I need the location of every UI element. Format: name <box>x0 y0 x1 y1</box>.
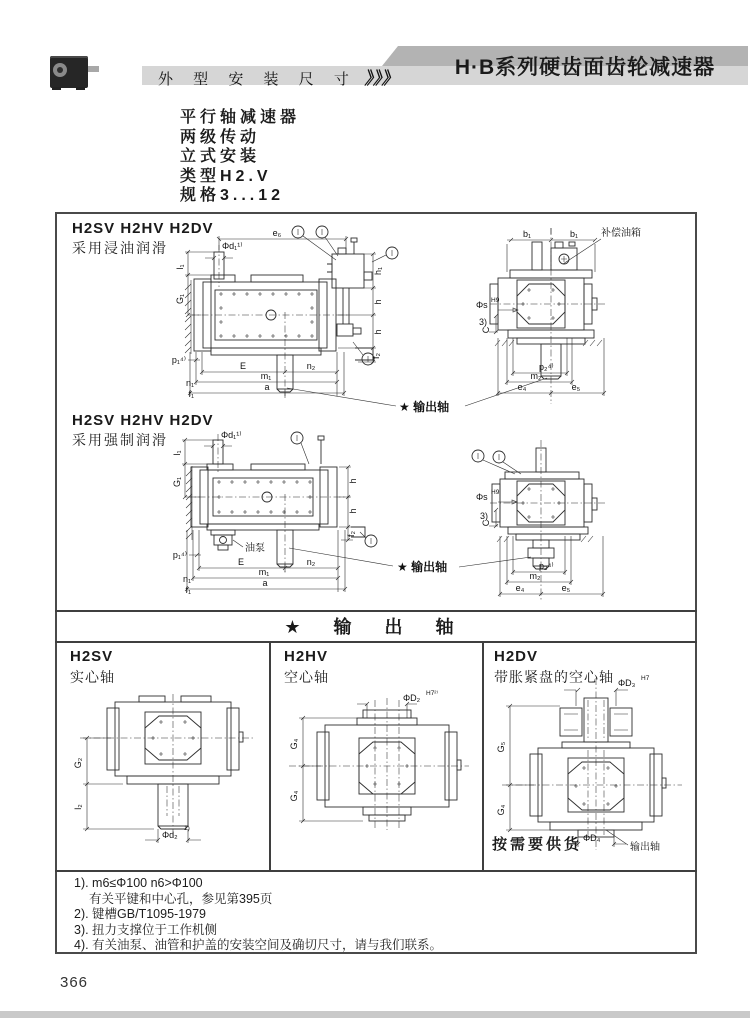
dim-D2-sup: H7²⁾ <box>426 690 439 697</box>
dim-C: C <box>481 326 491 334</box>
g2-front-view <box>472 440 607 602</box>
dim-m1: m₁ <box>260 371 272 381</box>
section-label: 外 型 安 装 尺 寸 <box>158 71 357 88</box>
dim-h1: h₁ <box>373 266 383 276</box>
dim-p2: p₂⁴⁾ <box>539 362 554 372</box>
dim-d2-sup: 1) <box>184 825 190 832</box>
intro-line: 立式安装 <box>180 148 261 165</box>
page-number: 366 <box>60 974 89 991</box>
output-shaft-pointer-label: 输出轴 <box>630 842 660 853</box>
tank-callout: 补偿油箱 <box>601 228 641 239</box>
footnote-line: 4). 有关油泵、油管和护盖的安装空间及确切尺寸，请与我们联系。 <box>74 938 443 952</box>
dim-E: E <box>237 557 245 567</box>
dim-h: h <box>348 478 358 484</box>
dim-d1: Φd₁¹⁾ <box>222 241 243 251</box>
dim-m1: m₁ <box>258 567 270 577</box>
dim-m2: m₂ <box>529 571 541 581</box>
group2-subtitle: 采用强制润滑 <box>72 432 168 448</box>
drawing-h2hv <box>269 690 482 870</box>
footnote-line: 1). m6≤Φ100 n6>Φ100 <box>74 876 203 890</box>
gearbox-photo-foot <box>76 87 85 90</box>
column-name: 带胀紧盘的空心轴 <box>494 669 614 685</box>
dim-l1: l₁ <box>175 264 185 270</box>
chevrons-icon: 》》》 <box>363 69 402 88</box>
footnote-line: 有关平键和中心孔，参见第395页 <box>89 891 273 906</box>
group2-title: H2SV H2HV H2DV <box>72 412 214 429</box>
dim-note3: 3) <box>479 317 488 327</box>
dim-b1: b₁ <box>569 229 579 239</box>
g1-side-view <box>172 226 398 399</box>
dim-D2: ΦD₂ <box>403 693 421 703</box>
dim-G5: G₅ <box>496 741 506 753</box>
column-header-h2sv <box>70 648 115 687</box>
dim-n1: n₁ <box>182 574 191 584</box>
dim-l2: l₂ <box>73 804 83 810</box>
dim-e5: e₅ <box>571 382 581 392</box>
column-code: H2DV <box>494 648 539 665</box>
dim-n2: n₂ <box>306 557 316 567</box>
dim-C: C <box>481 519 491 527</box>
drawing-group2 <box>55 410 696 610</box>
dim-m2: m₂ <box>530 371 542 381</box>
column-name: 空心轴 <box>284 669 329 685</box>
gearbox-photo-boss-center <box>57 67 63 73</box>
dim-f1: f₁ <box>188 389 194 399</box>
group1-title: H2SV H2HV H2DV <box>72 220 214 237</box>
dim-p1: p₁⁴⁾ <box>172 550 187 560</box>
intro-line: 规格3...12 <box>180 187 285 204</box>
dim-b1: b₁ <box>522 229 532 239</box>
dim-a: a <box>264 382 270 392</box>
column-name: 实心轴 <box>70 669 115 685</box>
footnote-rule <box>55 870 697 872</box>
dim-D4: ΦD₄ <box>583 833 601 843</box>
dim-D3: ΦD₃ <box>618 678 636 688</box>
dim-G1: G₁ <box>172 476 182 488</box>
dim-f2: f₂ <box>371 353 381 359</box>
drawing-group1 <box>55 212 696 417</box>
dim-n1: n₁ <box>185 378 194 388</box>
pump-label: 油泵 <box>245 543 265 554</box>
footnote-line: 3). 扭力支撑位于工作机侧 <box>74 922 218 937</box>
dim-f2: f₂ <box>346 531 356 537</box>
gearbox-photo-shaft <box>88 66 99 72</box>
dim-G4: G₄ <box>289 790 299 802</box>
dim-p1: p₁⁴⁾ <box>171 355 186 365</box>
dim-n2: n₂ <box>306 361 316 371</box>
drawing-h2sv <box>55 690 269 875</box>
gearbox-photo-foot <box>52 87 61 90</box>
dim-d2: Φd₂ <box>162 830 178 840</box>
band-title: ★ 输 出 轴 <box>284 617 468 637</box>
intro-line: 类型H2.V <box>180 167 272 185</box>
dim-phis-tol: H9 <box>491 297 500 304</box>
column-code: H2HV <box>284 648 329 665</box>
dim-D3-sup: H7 <box>641 675 650 682</box>
dim-G4: G₄ <box>289 738 299 750</box>
intro-block <box>180 108 300 206</box>
footnote-line: 2). 键槽GB/T1095-1979 <box>74 907 207 921</box>
dim-h: h <box>373 299 383 305</box>
output-shaft-label: ★ 输出轴 <box>397 560 448 574</box>
bottom-bar <box>0 1011 750 1018</box>
dim-p2: p₂⁴⁾ <box>539 561 554 571</box>
column-header-h2hv <box>284 648 329 687</box>
dim-phis: Φs <box>476 492 488 502</box>
dim-e6: e₆ <box>272 228 282 238</box>
intro-line: 两级传动 <box>180 128 261 146</box>
dim-G2: G₂ <box>73 757 83 769</box>
dim-d1: Φd₁¹⁾ <box>221 430 242 440</box>
band-top-rule <box>55 610 697 612</box>
dim-phis: Φs <box>476 300 488 310</box>
on-request-note: 按需要供货 <box>492 836 583 853</box>
band-bottom-rule <box>55 641 697 643</box>
dim-h: h <box>373 329 383 335</box>
dim-E: E <box>239 361 247 371</box>
dim-f1: f₁ <box>185 585 191 595</box>
g2-side-view <box>172 430 377 595</box>
g1-front-view <box>476 226 641 404</box>
column-code: H2SV <box>70 648 114 665</box>
dim-G1: G₁ <box>175 293 185 305</box>
dim-e5: e₅ <box>561 583 571 593</box>
dim-e4: e₄ <box>515 583 525 593</box>
group1-subtitle: 采用浸油润滑 <box>72 240 168 256</box>
page-title: H·B系列硬齿面齿轮减速器 <box>454 56 716 79</box>
dim-a: a <box>262 578 268 588</box>
intro-line: 平行轴减速器 <box>180 109 301 126</box>
output-shaft-label: ★ 输出轴 <box>399 400 450 414</box>
dim-phis-tol: H9 <box>491 489 500 496</box>
dim-e4: e₄ <box>517 382 527 392</box>
dim-l1: l₁ <box>172 450 182 456</box>
dim-note3: 3) <box>480 511 489 521</box>
footnotes <box>74 876 442 954</box>
dim-h: h <box>348 508 358 514</box>
dim-G4: G₄ <box>496 804 506 816</box>
